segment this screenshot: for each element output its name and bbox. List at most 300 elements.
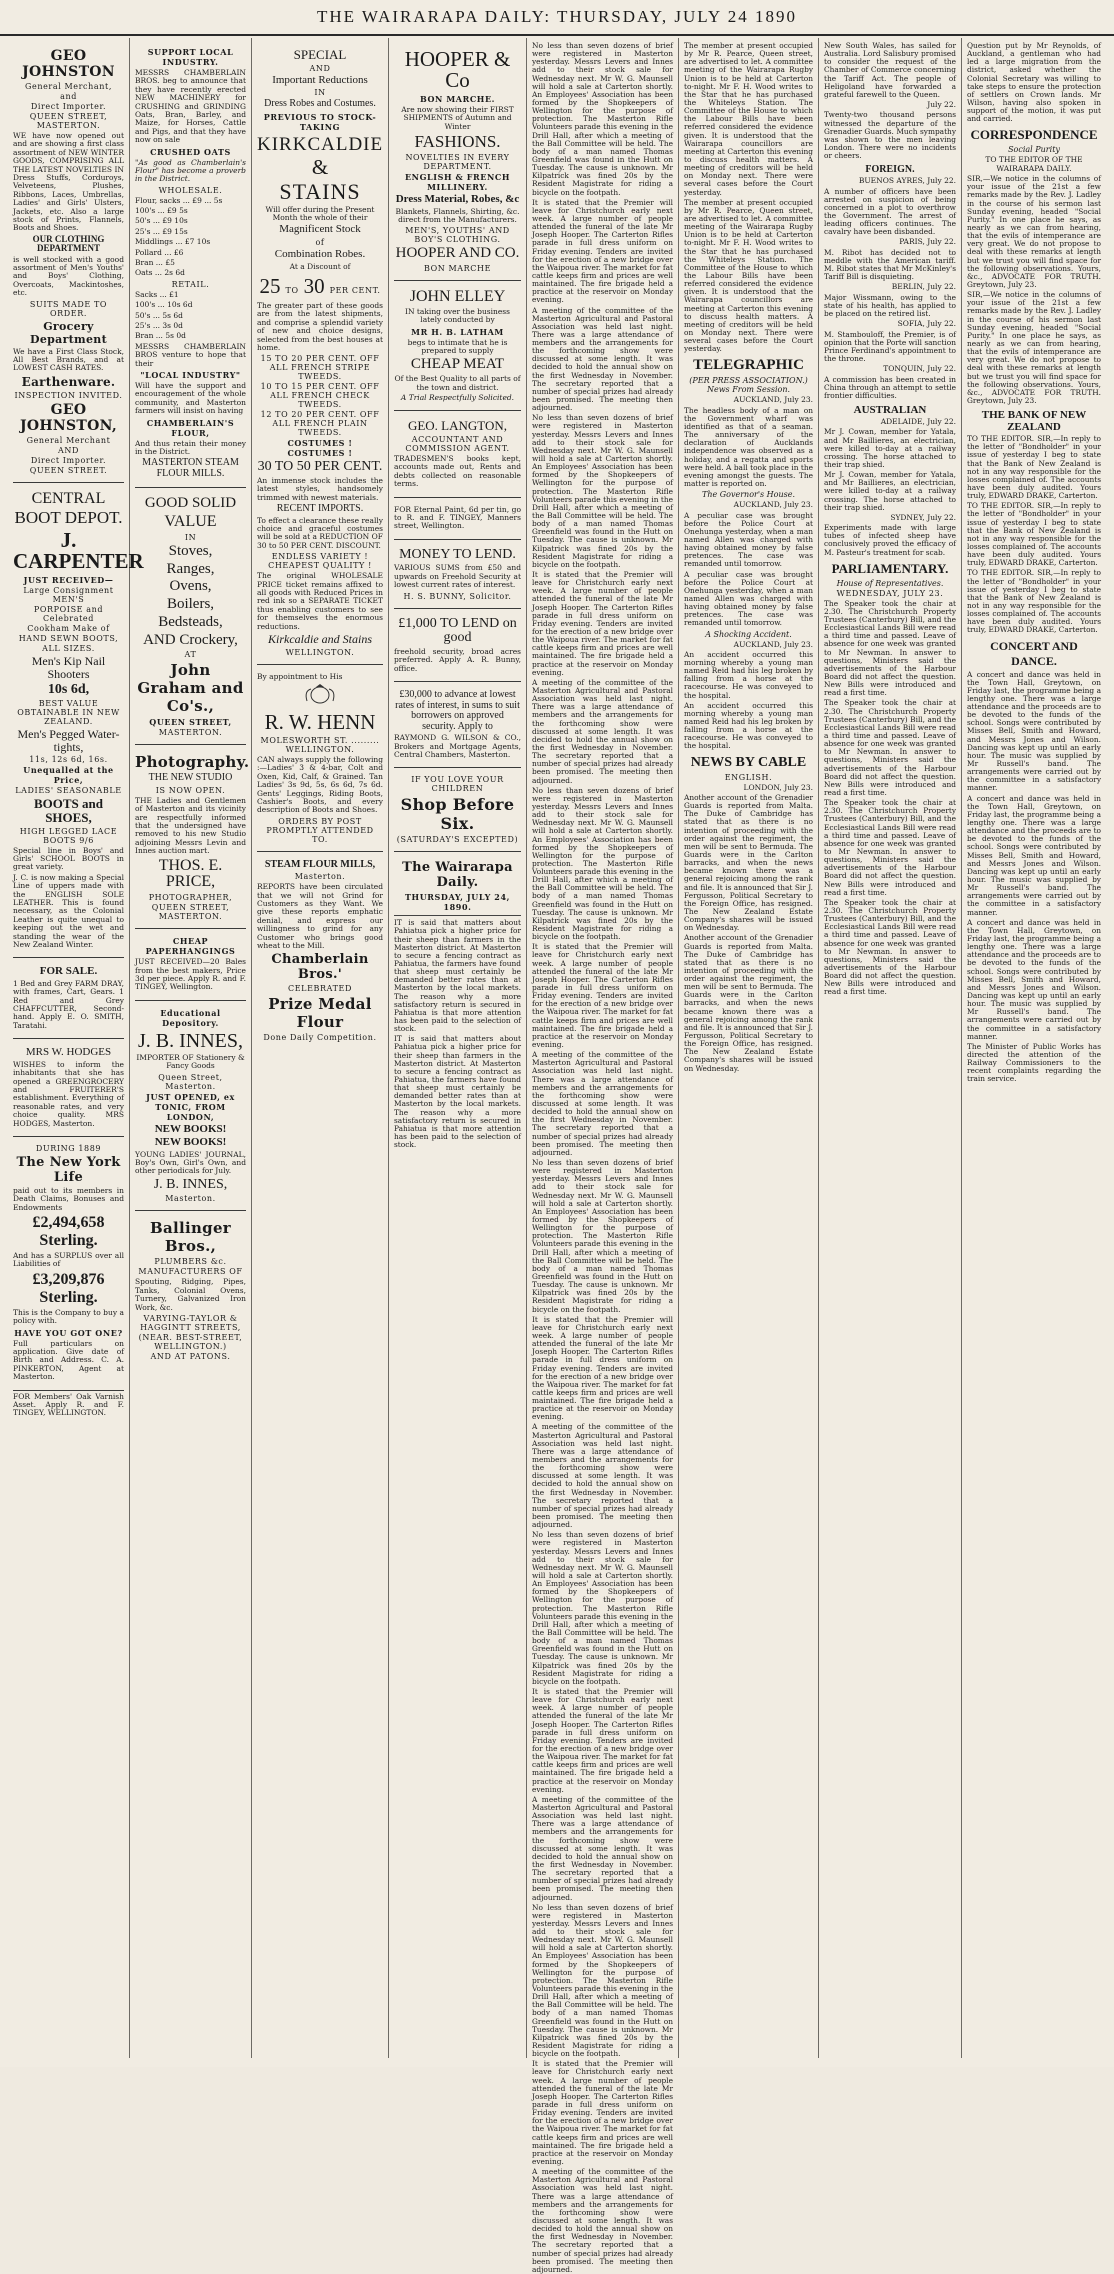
column-5 <box>527 38 679 2274</box>
telegraph-body: The headless body of a man on the Government wharf was identified as that of a seaman. The anniversary of the declaration of Aucklands independence was observed as a holiday, and a regatta and sports were held. A ball took place in the evening amongst the guests. The matter is reported on. <box>684 405 813 488</box>
house-body-repeat3: The Speaker took the chair at 2.30. The Christchurch Property Trustees (Canterbury) Bill, and the Ecclesiastical Lands Bill were read a third time and passed. Leave of absence for one week was granted to Mr Newman. In answer to questions, Ministers said the advertisements of the Harbour Board did not affect the question. New Bills were introduced and read a first time. <box>824 897 956 997</box>
order-note: FOR Members' Oak Varnish Asset. Apply R. and F. TINGEY, WELLINGTON. <box>13 1391 124 1418</box>
paper-date: THURSDAY, JULY 24, 1890. <box>405 892 510 913</box>
latham: MR H. B. LATHAM <box>411 326 504 337</box>
raymond: RAYMOND G. WILSON & CO., Brokers and Mortgage Agents, Central Chambers, Masterton. <box>394 733 521 759</box>
life-and: And has a SURPLUS over all Liabilities of <box>13 1251 124 1269</box>
off1: 15 TO 20 PER CENT. OFF ALL FRENCH STRIPE TWEEDS. <box>260 354 380 382</box>
hooper2: HOOPER AND CO. <box>395 245 520 262</box>
kip-price: 10s 6d, <box>47 681 90 697</box>
column-2 <box>130 38 252 2058</box>
in-word: IN <box>184 532 197 542</box>
pct1: 25 <box>259 273 281 298</box>
pct2: 30 <box>303 273 325 298</box>
offer: Will offer during the Present Month the whole of their <box>265 204 375 223</box>
news-body-3d: A meeting of the committee of the Masterton Agricultural and Pastoral Association was held last night. There was a large attendance of members and the arrangements for the forthcoming show were discussed at some length. It was decided to hold the annual show on the first Wednesday in November. The secretary reported that a number of special prizes had already been promised. The meeting then adjourned. <box>532 1422 673 1530</box>
tingey-notice: FOR Eternal Paint, 6d per tin, go to R. and F. TINGEY, Manners street, Wellington. <box>394 504 521 531</box>
new-books2: NEW BOOKS! <box>154 1136 227 1149</box>
discount: At a Discount of <box>289 261 351 271</box>
flour-item: Flour, sacks ... £9 ... 5s <box>135 195 223 205</box>
children: IF YOU LOVE YOUR CHILDREN <box>411 775 504 794</box>
news-body-2d: It is stated that the Premier will leave for Christchurch early next week. A large number of people attended the funeral of the late Mr Joseph Hooper. The Carterton Rifles parade in full dress uniform on Friday evening. Tenders are invited for the erection of a new bridge over the Waipoua river. The market for fat cattle keeps firm and prices are well maintained. The fire brigade held a practice at the reservoir on Monday evening. <box>532 1314 673 1422</box>
recent-body: To effect a clearance these really choice and graceful costumes will be sold at a REDUCTION OF 30 to 50 PER CENT. DISCOUNT. <box>257 515 383 550</box>
recent: RECENT IMPORTS. <box>276 503 364 515</box>
buenos-dateline: BUENOS AYRES, July 22. <box>858 176 956 186</box>
carpenter-name: J. CARPENTER <box>13 528 144 574</box>
life-amount2: £3,209,876 Sterling. <box>32 1270 105 1306</box>
of-word: of <box>315 238 325 248</box>
johnston2-line1: General Merchant <box>26 435 111 445</box>
ballinger-advert <box>135 1211 246 1368</box>
special-line: Special line in Boys' and Girls' SCHOOL BOOTS in great variety. <box>13 845 124 872</box>
columns <box>8 38 1106 2274</box>
books-body: YOUNG LADIES' JOURNAL, Boy's Own, Girl's Own, and other periodicals for July. <box>135 1149 246 1176</box>
paper-title: The Wairarapa Daily. <box>402 860 513 891</box>
masthead-title: THE WAIRARAPA DAILY: THURSDAY, JULY 24 1890 <box>316 7 798 26</box>
carpenter-note: J. C. is now making a Special Line of uppers made with the ENGLISH SOLE LEATHER. This is found necessary, as the Colonial Leather is quite unequal to keeping out the wet and standing the wear of the New Zealand Winter. <box>13 872 124 949</box>
crockery: AND Crockery, <box>143 631 238 648</box>
cable-heading: NEWS BY CABLE <box>690 754 807 770</box>
clothing-heading: OUR CLOTHING DEPARTMENT <box>32 233 105 254</box>
ladies-seasonable: LADIES' SEASONABLE <box>15 786 122 796</box>
lend-body: freehold security, broad acres preferred. Apply A. R. Bunny, office. <box>394 646 521 673</box>
flour-item: Pollard ... £6 <box>135 247 184 257</box>
plumbers: PLUMBERS &c. <box>154 1257 227 1267</box>
suits-note: SUITS MADE TO ORDER. <box>29 299 108 318</box>
earthenware-heading: Earthenware. <box>21 374 116 389</box>
royal-arms-icon <box>300 683 340 705</box>
paris-dateline: PARIS, July 22. <box>899 237 956 247</box>
johnston2-line2: AND <box>58 445 79 455</box>
letter-body-repeat: SIR,—We notice in the columns of your issue of the 21st a few remarks made by the Rev. J. Ladley in the course of his sermon last Sunday evening, headed "Social Purity." In one place he says, as nearly as we can from hearing, that the evils of intemperance are very great. We do not propose to deal with these remarks at length but we trust you will find space for the following observations. Yours, &c., ADVOCATE FOR TRUTH. Greytown, July 23. <box>967 290 1101 405</box>
sofia-dateline: SOFIA, July 22. <box>897 319 956 329</box>
news-body-3e: A meeting of the committee of the Masterton Agricultural and Pastoral Association was held last night. There was a large attendance of members and the arrangements for the forthcoming show were discussed at some length. It was decided to hold the annual show on the first Wednesday in November. The secretary reported that a number of special prizes had already been promised. The meeting then adjourned. <box>532 1794 673 1902</box>
hooper-name: HOOPER & Co <box>404 47 511 92</box>
inspection-note: INSPECTION INVITED. <box>14 390 123 400</box>
langton-sub: ACCOUNTANT AND COMMISSION AGENT. <box>405 435 510 454</box>
auckland2-dateline: AUCKLAND, July 23. <box>733 500 813 510</box>
large-consign: Large Consignment MEN'S <box>23 586 114 605</box>
central-heading: CENTRAL <box>31 489 106 507</box>
hooper-advert <box>394 40 521 281</box>
berlin-body: Major Wissmann, owing to the state of his health, has applied to be placed on the retired list. <box>824 292 956 319</box>
at-word: AT <box>184 650 197 660</box>
kirkcaldie: KIRKCALDIE <box>257 133 384 155</box>
steam-mills: STEAM FLOUR MILLS, <box>264 858 376 870</box>
saturday: (SATURDAY'S EXCEPTED) <box>396 835 519 845</box>
boots-shoes: BOOTS and SHOES, <box>33 796 103 826</box>
trial: A Trial Respectfully Solicited. <box>400 392 515 402</box>
special: SPECIAL <box>293 47 347 62</box>
price-name: THOS. E. PRICE, <box>158 856 223 891</box>
combination: Combination Robes. <box>274 248 366 261</box>
adelaide-body: Mr J. Cowan, member for Yatala, and Mr Baillieres, an electrician, were killed to-day at a railway crossing. The horse attached to their trap shied. <box>824 427 956 469</box>
july22-dateline: July 22. <box>927 99 956 109</box>
news-body: Question put by Mr Reynolds, of Auckland, a gentleman who had led a large migration from the district, asked whether the Colonial Secretary was willing to take steps to ensure the protection of settlers on Crown lands. Mr Wilson, having also spoken in support of the motion, it was put and carried. <box>967 41 1101 124</box>
bank-body-repeat2: TO THE EDITOR. SIR,—In reply to the letter of "Bondholder" in your issue of yesterday I beg to state that the Bank of New Zealand is not in any way responsible for the losses complained of. The accounts have been duly audited. Yours truly, EDWARD DRAKE, Carterton. <box>967 568 1101 635</box>
life-year: DURING 1889 <box>35 1143 102 1153</box>
australian-heading: AUSTRALIAN <box>853 403 927 416</box>
paper-body: JUST RECEIVED—20 Bales from the best makers, Price 3d per piece. Apply R. and F. TINGEY, Wellington. <box>135 957 246 992</box>
mills-body: REPORTS have been circulated that we will not Grind for Customers as they Want. We give these reports emphatic denial, and express our willingness to grind for any Customer who brings good wheat to the Mill. <box>257 882 383 950</box>
boot-depot-heading: BOOT DEPOT. <box>14 508 123 528</box>
governor-body: A peculiar case was brought before the Police Court at Onehunga yesterday, when a man named Allen was charged with having obtained money by false pretences. The case was remanded until tomorrow. <box>684 510 813 569</box>
children-advert <box>394 768 521 852</box>
henn-body: CAN always supply the following :—Ladies' 3 & 4-bar, Colt and Oxen, Kid, Calf, & Grained. Tan Ladies' 3s 9d, 5s, 6s 6d, 7s 6d. Gents' Leggings, Riding Boots, Cashier's Boots, and every description of Boots and Shoes. <box>257 754 383 815</box>
concert-body-repeat2: A concert and dance was held in the Town Hall, Greytown, on Friday last, the programme being a lengthy one. There was a large attendance and the proceeds are to be devoted to the funds of the school. Songs were contributed by Misses Bell, Smith and Howard, and Messrs Jones and Wilson. Dancing was kept up until an early hour. The music was supplied by Mr Russell's band. The arrangements were carried out by the committee in a satisfactory manner. <box>967 917 1101 1041</box>
news-body-1f: No less than seven dozens of brief were registered in Masterton yesterday. Messrs Levers and Innes add to their stock sale for Wednesday next. Mr W. G. Maunsell will hold a sale at Carterton shortly. An Employees' Association has been formed by the Shopkeepers of Wellington for the purpose of protection. The Masterton Rifle Volunteers parade this evening in the Drill Hall, after which a meeting of the Ball Committee will be held. The body of a man named Thomas Greenfield was found in the Hutt on Tuesday. The cause is unknown. Mr Kilpatrick was fined 20s by the Resident Magistrate for riding a bicycle on the footpath. <box>532 1902 673 2059</box>
auckland3-dateline: AUCKLAND, July 23. <box>733 639 813 649</box>
house-body-repeat2: The Speaker took the chair at 2.30. The Christchurch Property Trustees (Canterbury) Bill, and the Ecclesiastical Lands Bill were read a third time and passed. Leave of absence for one week was granted to Mr Newman. In answer to questions, Ministers said the advertisements of the Harbour Board did not affect the question. New Bills were introduced and read a first time. <box>824 798 956 897</box>
for-sale-heading: FOR SALE. <box>39 965 98 978</box>
near: (NEAR. BEST-STREET, WELLINGTON.) <box>138 1333 243 1352</box>
high-legged: HIGH LEGGED LACE BOOTS 9/6 <box>19 826 118 845</box>
retail-item: 100's ... 10s 6d <box>135 300 193 310</box>
news-body2: Twenty-two thousand persons witnessed the departure of the Grenadier Guards. Much sympathy was shown to the men leaving London. There were no incidents or cheers. <box>824 110 956 161</box>
hodges-advert <box>13 1039 124 1137</box>
value: VALUE <box>164 513 217 531</box>
dress-robes: Dress Robes and Costumes. <box>264 98 376 110</box>
immense: An immense stock includes the latest styles, handsomely trimmed with newest materials. <box>257 475 383 502</box>
elley-advert <box>394 281 521 411</box>
celebrated: CELEBRATED <box>288 984 352 994</box>
wholesale-note: The original WHOLESALE PRICE ticket remains affixed to all goods with Reduced Prices in red ink so a SEPARATE TICKET thus enabling customers to see for themselves the enormous reductions. <box>257 571 383 631</box>
johnston2-name: GEO JOHNSTON, <box>19 401 118 434</box>
johnston-body: WE have now opened out and are showing a first class assortment of NEW WINTER GOODS, COMPRISING ALL THE LATEST NOVELTIES IN Dress Stuffs, Corduroys, Velveteens, Plushes, Ribbons, Laces, Umbrellas, Ladies' and Girls' Ulsters, Jackets, etc. Also a large stock of Prints, Flannels, Boots and Shoes. <box>13 131 124 233</box>
to-editor: TO THE EDITOR OF THE WAIRARAPA DAILY. <box>985 155 1083 173</box>
endless: ENDLESS VARIETY ! CHEAPEST QUALITY ! <box>268 552 372 571</box>
chamberlain-flour: CHAMBERLAIN'S FLOUR, <box>146 417 235 438</box>
johnston-name: GEO JOHNSTON <box>22 48 115 80</box>
news-body: The member at present occupied by Mr R. Pearce, Queen street, are advertised to let. A committee meeting of the Wairarapa Rugby Union is to be held at Carterton to-night. Mr F. H. Wood writes to the Star that he has purchased the Whiteleys Station. The Committee of the House to which the Labour Bills have been referred considered the evidence given. It is understood that the Wairarapa councillors are meeting at Carterton this evening to discuss health matters. A meeting of creditors will be held on Monday next. There were several cases before the Court yesterday. <box>684 41 813 197</box>
wholesale-heading: WHOLESALE. <box>158 185 223 195</box>
greater: The greater part of these goods are from the latest shipments, and comprise a splendid variety of new and choice designs, selected from the best houses at home. <box>257 300 383 352</box>
lend30000-advert <box>394 682 521 768</box>
kip-boots: Men's Kip Nail Shooters <box>31 654 106 681</box>
fashions: FASHIONS. <box>414 132 501 152</box>
graham-advert <box>135 488 246 745</box>
mens-clothing: MEN'S, YOUTHS' AND BOY'S CLOTHING. <box>405 226 510 245</box>
price-address: QUEEN STREET, MASTERTON. <box>151 903 230 922</box>
tingey-advert <box>394 498 521 540</box>
bon2: BON MARCHE <box>423 264 492 274</box>
telegraphic-heading: TELEGRAPHIC <box>693 357 804 374</box>
manufacturers: MANUFACTURERS OF <box>138 1267 243 1277</box>
bunny: H. S. BUNNY, Solicitor. <box>403 591 512 601</box>
social-purity: Social Purity <box>1008 145 1060 155</box>
bank-body-repeat: TO THE EDITOR. SIR,—In reply to the letter of "Bondholder" in your issue of yesterday I beg to state that the Bank of New Zealand is not in any way responsible for the losses complained of. The accounts have been duly audited. Yours truly, EDWARD DRAKE, Carterton. <box>967 501 1101 568</box>
innes2-address: Masterton. <box>165 1194 216 1204</box>
letter-body: SIR,—We notice in the columns of your issue of the 21st a few remarks made by the Rev. J. Ladley in the course of his sermon last Sunday evening, headed "Social Purity." In one place he says, as nearly as we can from hearing, that the evils of intemperance are very great. We do not propose to deal with these remarks at length but we trust you will find space for the following observations. Yours, &c., ADVOCATE FOR TRUTH. Greytown, July 23. <box>967 174 1101 290</box>
ovens: Ovens, <box>169 578 212 595</box>
best-value: BEST VALUE OBTAINABLE IN NEW ZEALAND. <box>17 699 120 727</box>
dress-materials: Dress Material, Robes, &c <box>395 193 520 206</box>
new-books: NEW BOOKS! <box>154 1122 227 1135</box>
appointment: By appointment to His <box>257 671 343 681</box>
support-heading: SUPPORT LOCAL INDUSTRY. <box>147 47 234 67</box>
local-industry: "LOCAL INDUSTRY" <box>140 369 241 380</box>
johnston-advert <box>13 40 124 483</box>
elley-name: JOHN ELLEY <box>409 288 506 306</box>
english-heading: ENGLISH. <box>724 772 773 782</box>
langton-advert <box>394 411 521 497</box>
retail-item: 50's ... 5s 6d <box>135 310 183 320</box>
cable-body: Another account of the Grenadier Guards is reported from Malta. The Duke of Cambridge has stated that as there is no intention of proceeding with the order against the regiment, the men will be sent to Bermuda. The Guards were in the Carlton barracks, and when the news became known there was a general rejoicing among the rank and file. It is announced that Sir J. Fergusson, Political Secretary to the Foreign Office, has resigned. The New Zealand Estate Company's shares will be issued on Wednesday. <box>684 792 813 933</box>
flour-item: Bran ... £5 <box>135 258 175 268</box>
bank-body: TO THE EDITOR. SIR,—In reply to the letter of "Bondholder" in your issue of yesterday I beg to state that the Bank of New Zealand is not in any way responsible for the losses complained of. The accounts have been duly audited. Yours truly, EDWARD DRAKE, Carterton. <box>967 434 1101 501</box>
hodges-heading: MRS W. HODGES <box>25 1046 112 1059</box>
johnston-line2: and <box>60 92 77 101</box>
patons: AND AT PATONS. <box>150 1352 231 1362</box>
money-body: VARIOUS SUMS from £50 and upwards on Freehold Security at lowest current rates of interest. <box>394 563 521 590</box>
pegged-boots: Men's Pegged Water-tights, <box>17 727 120 754</box>
editorial-repeat: IT is said that matters about Pahiatua pick a higher price for their sheep than farmers in the Masterton district. At Masterton to secure a fencing contract as Pahiatua, the farmers have found that sheep must certainly be demanded better rates than at Masterton by the local markets. The reason why a more satisfactory return is secured in Pahiatua is that more attention has been paid to the selection of stock. <box>394 1034 521 1150</box>
innes-advert <box>135 1001 246 1212</box>
kirk-signature: Kirkcaldie and Stains <box>268 631 372 646</box>
news-body-3c: A meeting of the committee of the Masterton Agricultural and Pastoral Association was held last night. There was a large attendance of members and the arrangements for the forthcoming show were discussed at some length. It was decided to hold the annual show on the first Wednesday in November. The secretary reported that a number of special prizes had already been promised. The meeting then adjourned. <box>532 1050 673 1157</box>
news-body-1: No less than seven dozens of brief were registered in Masterton yesterday. Messrs Levers and Innes add to their stock sale for Wednesday next. Mr W. G. Maunsell will hold a sale at Carterton shortly. An Employees' Association has been formed by the Shopkeepers of Wellington for the purpose of protection. The Masterton Rifle Volunteers parade this evening in the Drill Hall, after which a meeting of the Ball Committee will be held. The body of a man named Thomas Greenfield was found in the Hutt on Tuesday. The cause is unknown. Mr Kilpatrick was fined 20s by the Resident Magistrate for riding a bicycle on the footpath. <box>532 41 673 197</box>
local-body: Will have the support and encouragement of the whole community, and Masterton farmers will insist on having <box>135 380 246 416</box>
concert-heading: CONCERT AND DANCE. <box>990 638 1078 668</box>
news-body-1c: No less than seven dozens of brief were registered in Masterton yesterday. Messrs Levers and Innes add to their stock sale for Wednesday next. Mr W. G. Maunsell will hold a sale at Carterton shortly. An Employees' Association has been formed by the Shopkeepers of Wellington for the purpose of protection. The Masterton Rifle Volunteers parade this evening in the Drill Hall, after which a meeting of the Ball Committee will be held. The body of a man named Thomas Greenfield was found in the Hutt on Tuesday. The cause is unknown. Mr Kilpatrick was fined 20s by the Resident Magistrate for riding a bicycle on the footpath. <box>532 785 673 942</box>
money-heading: MONEY TO LEND. <box>399 546 516 562</box>
news-body-1b: No less than seven dozens of brief were registered in Masterton yesterday. Messrs Levers and Innes add to their stock sale for Wednesday next. Mr W. G. Maunsell will hold a sale at Carterton shortly. An Employees' Association has been formed by the Shopkeepers of Wellington for the purpose of protection. The Masterton Rifle Volunteers parade this evening in the Drill Hall, after which a meeting of the Ball Committee will be held. The body of a man named Thomas Greenfield was found in the Hutt on Tuesday. The cause is unknown. Mr Kilpatrick was fined 20s by the Resident Magistrate for riding a bicycle on the footpath. <box>532 413 673 569</box>
johnston2-line3: Direct Importer. <box>30 455 107 465</box>
millinery: ENGLISH & FRENCH MILLINERY. <box>404 172 510 193</box>
news-body-2e: It is stated that the Premier will leave for Christchurch early next week. A large number of people attended the funeral of the late Mr Joseph Hooper. The Carterton Rifles parade in full dress uniform on Friday evening. Tenders are invited for the erection of a new bridge over the Waipoua river. The market for fat cattle keeps firm and prices are well maintained. The fire brigade held a practice at the reservoir on Monday evening. <box>532 1686 673 1794</box>
edu-heading: Educational Depository. <box>160 1007 221 1028</box>
off2: 10 TO 15 PER CENT. OFF ALL FRENCH CHECK TWEEDS. <box>260 382 380 410</box>
mills-town: Masterton. <box>294 872 346 882</box>
masterton-steam: MASTERTON STEAM FLOUR MILLS. <box>142 457 239 479</box>
new-studio: THE NEW STUDIO <box>148 772 233 784</box>
house-heading: House of Representatives. <box>836 578 944 588</box>
berlin-dateline: BERLIN, July 22. <box>891 282 956 292</box>
pct-to: TO <box>285 285 299 295</box>
lend-1000: £1,000 TO LEND on good <box>398 615 517 646</box>
graham-name: John Graham and Co's., <box>137 661 244 716</box>
ranges: Ranges, <box>166 560 215 577</box>
dance-end: The Minister of Public Works has directed the attention of the Railway Commissioners to the recent complaints regarding the train service. <box>967 1041 1101 1084</box>
henn-advert <box>257 665 383 852</box>
elley-body: IN taking over the business lately conducted by <box>404 306 511 325</box>
are-showing: Are now showing their FIRST SHIPMENTS of Autumn and Winter <box>401 105 514 131</box>
governor-heading: The Governor's House. <box>701 490 796 500</box>
news-body-2c: It is stated that the Premier will leave for Christchurch early next week. A large number of people attended the funeral of the late Mr Joseph Hooper. The Carterton Rifles parade in full dress uniform on Friday evening. Tenders are invited for the erection of a new bridge over the Waipoua river. The market for fat cattle keeps firm and prices are well maintained. The fire brigade held a practice at the reservoir on Monday evening. <box>532 942 673 1050</box>
important: Important Reductions <box>272 73 368 86</box>
lend-30000: £30,000 to advance at lowest rates of interest, in sums to suit borrowers on approved security. Apply to <box>395 689 520 732</box>
retail-heading: RETAIL. <box>171 279 210 289</box>
wednesday-dateline: WEDNESDAY, JULY 23. <box>836 588 944 598</box>
studio-body: THE Ladies and Gentlemen of Masterton and its vicinity are respectfully informed that the undersigned have removed to his new Studio adjoining Messrs Levin and Innes auction mart. <box>135 795 246 856</box>
discount-figures <box>257 273 383 300</box>
paper-header <box>394 852 521 1157</box>
crushed-oats: CRUSHED OATS <box>150 146 231 157</box>
grocery-body: We have a First Class Stock, All Best Brands, and at LOWEST CASH RATES. <box>13 346 124 373</box>
hodges-body: WISHES to inform the inhabitants that she has opened a GREENGROCERY and FRUITERER'S establishment. Everything of reasonable rates, and very choice quality. MRS HODGES, Masterton. <box>13 1059 124 1128</box>
paris-body: M. Ribot has decided not to meddle with the American tariff. M. Ribot states that Mr McKinley's Tariff Bill is disquieting. <box>824 247 956 282</box>
henn-name: R. W. HENN <box>264 709 376 734</box>
money-advert <box>394 540 521 609</box>
just-opened: JUST OPENED, ex TONIC, FROM LONDON, <box>146 1091 235 1122</box>
paperhangings-advert <box>135 929 246 1001</box>
celebrated-name: Chamberlain Bros.' <box>271 952 369 983</box>
flour-item: Oats ... 2s 6d <box>135 268 185 278</box>
news-from-session: News From Session. <box>706 385 791 395</box>
foreign-heading: FOREIGN. <box>865 164 915 176</box>
retail-item: 25's ... 3s 0d <box>135 320 183 330</box>
news-body-2f: It is stated that the Premier will leave for Christchurch early next week. A large number of people attended the funeral of the late Mr Joseph Hooper. The Carterton Rifles parade in full dress uniform on Friday evening. Tenders are invited for the erection of a new bridge over the Waipoua river. The market for fat cattle keeps firm and prices are well maintained. The fire brigade held a practice at the reservoir on Monday evening. <box>532 2059 673 2166</box>
porpoise: PORPOISE and Celebrated <box>33 605 104 624</box>
tonquin-body: A commission has been created in China through an attempt to settle frontier difficulties. <box>824 374 956 400</box>
prize-flour: Prize Medal Flour <box>268 995 372 1032</box>
chamberlain-quote: "As good as Chamberlain's Flour" has become a proverb in the District. <box>135 157 246 184</box>
all-sizes: ALL SIZES. <box>42 644 95 654</box>
stoves: Stoves, <box>168 542 213 559</box>
news-body-1e: No less than seven dozens of brief were registered in Masterton yesterday. Messrs Levers and Innes add to their stock sale for Wednesday next. Mr W. G. Maunsell will hold a sale at Carterton shortly. An Employees' Association has been formed by the Shopkeepers of Wellington for the purpose of protection. The Masterton Rifle Volunteers parade this evening in the Drill Hall, after which a meeting of the Ball Committee will be held. The body of a man named Thomas Greenfield was found in the Hutt on Tuesday. The cause is unknown. Mr Kilpatrick was fined 20s by the Resident Magistrate for riding a bicycle on the footpath. <box>532 1530 673 1686</box>
unequalled: Unequalled at the Price, <box>23 765 114 786</box>
column-4 <box>389 38 527 2058</box>
bon-marche: BON MARCHE. <box>419 94 496 104</box>
sydney-dateline: SYDNEY, July 22. <box>890 512 956 522</box>
in-word: IN <box>314 88 326 98</box>
news-body-1d: No less than seven dozens of brief were registered in Masterton yesterday. Messrs Levers and Innes add to their stock sale for Wednesday next. Mr W. G. Maunsell will hold a sale at Carterton shortly. An Employees' Association has been formed by the Shopkeepers of Wellington for the purpose of protection. The Masterton Rifle Volunteers parade this evening in the Drill Hall, after which a meeting of the Ball Committee will be held. The body of a man named Thomas Greenfield was found in the Hutt on Tuesday. The cause is unknown. Mr Kilpatrick was fined 20s by the Resident Magistrate for riding a bicycle on the footpath. <box>532 1157 673 1314</box>
sydney-body: Experiments made with large tubes of infected sheep have conclusively proved the efficacy of M. Pasteur's treatment for scab. <box>824 523 956 557</box>
life-question: HAVE YOU GOT ONE? <box>14 1327 123 1338</box>
cheap-meat: CHEAP MEAT <box>410 356 505 373</box>
for-sale-advert <box>13 958 124 1039</box>
flour-item: 100's ... £9 5s <box>135 206 188 216</box>
cookham: Cookham Make of <box>27 624 110 634</box>
grocery-heading: Grocery Department <box>30 319 107 346</box>
editorial: IT is said that matters about Pahiatua pick a higher price for their sheep than farmers in the Masterton district. At Masterton to secure a fencing contract as Pahiatua, the farmers have found that sheep must certainly be demanded better rates than at Masterton by the local markets. The reason why a more satisfactory return is secured in Pahiatua is that more attention has been paid to the selection of stock. <box>394 918 521 1034</box>
concert-body: A concert and dance was held in the Town Hall, Greytown, on Friday last, the programme being a lengthy one. There was a large attendance and the proceeds are to be devoted to the funds of the school. Songs were contributed by Misses Bell, Smith and Howard, and Messrs Jones and Wilson. Dancing was kept up until an early hour. The music was supplied by Mr Russell's band. The arrangements were carried out by the committee in a satisfactory manner. <box>967 669 1101 793</box>
johnston-line3: Direct Importer. <box>30 102 107 111</box>
news-body: New South Wales, has sailed for Australia. Lord Salisbury promised to consider the request of the Chamber of Commerce concerning the Tariff Act. The people of Heligoland have forwarded a grateful farewell to the Queen. <box>824 41 956 99</box>
paper-heading: CHEAP PAPERHANGINGS <box>145 936 236 957</box>
langton-name: GEO. LANGTON, <box>407 418 508 434</box>
column-6 <box>679 38 819 2058</box>
meat-body: Of the Best Quality to all parts of the town and district. <box>394 374 521 392</box>
auckland-dateline: AUCKLAND, July 23. <box>733 395 813 405</box>
column-8 <box>962 38 1106 2058</box>
ballinger-name: Ballinger Bros., <box>149 1219 232 1256</box>
chamberlain-flour2: And thus retain their money in the District. <box>135 438 246 456</box>
column-1 <box>8 38 144 2058</box>
retail-item: Bran ... 5s 0d <box>135 331 186 341</box>
bedsteads: Bedsteads, <box>158 613 223 630</box>
cable-body-repeat: Another account of the Grenadier Guards is reported from Malta. The Duke of Cambridge has stated that as there is no intention of proceeding with the order against the regiment, the men will be sent to Bermuda. The Guards were in the Carlton barracks, and when the news became known there was a general rejoicing among the rank and file. It is announced that Sir J. Fergusson, Political Secretary to the Foreign Office, has resigned. The New Zealand Estate Company's shares will be issued on Wednesday. <box>684 933 813 1073</box>
lend-advert <box>394 609 521 683</box>
adelaide-body-repeat: Mr J. Cowan, member for Yatala, and Mr Baillieres, an electrician, were killed to-day at a railway crossing. The horse attached to their trap shied. <box>824 470 956 512</box>
and-word: AND <box>309 63 331 73</box>
news-body-3b: A meeting of the committee of the Masterton Agricultural and Pastoral Association was held last night. There was a large attendance of members and the arrangements for the forthcoming show were discussed at some length. It was decided to hold the annual show on the first Wednesday in November. The secretary reported that a number of special prizes had already been promised. The meeting then adjourned. <box>532 677 673 785</box>
steam-mills-advert <box>257 852 383 1050</box>
life-amount1: £2,494,658 Sterling. <box>32 1214 105 1250</box>
for-sale-body: 1 Bed and Grey FARM DRAY, with frames, Cart, Gears. 1 Red and Grey CHAFFCUTTER, Second-hand. Apply E. O. SMITH, Taratahi. <box>13 978 124 1030</box>
wellington: WELLINGTON. <box>285 647 355 657</box>
flour-item: Middlings ... £7 10s <box>135 237 211 247</box>
stains: STAINS <box>279 178 361 204</box>
pegged-price: 11s, 12s 6d, 16s. <box>29 755 108 765</box>
parliamentary-heading: PARLIAMENTARY. <box>831 560 949 576</box>
governor-body-repeat: A peculiar case was brought before the Police Court at Onehunga yesterday, when a man named Allen was charged with having obtained money by false pretences. The case was remanded until tomorrow. <box>684 569 813 628</box>
column-7 <box>819 38 962 2058</box>
life-agent: Full particulars on application. Give date of Birth and Address. C. A. PINKERTON, Agent at Masterton. <box>13 1338 124 1382</box>
orders: ORDERS BY POST PROMPTLY ATTENDED TO. <box>266 816 374 844</box>
per-cent: PER CENT. <box>329 285 381 295</box>
tonquin-dateline: TONQUIN, July 22. <box>883 364 956 374</box>
hand-sewn: HAND SEWN BOOTS, <box>18 634 119 644</box>
flour-item: 50's ... £9 10s <box>135 216 188 226</box>
life-note: This is the Company to buy a policy with. <box>13 1307 124 1326</box>
carpenter-advert <box>13 483 144 959</box>
thirty: 30 TO 50 PER CENT. <box>257 459 383 475</box>
chamberlain-advert <box>135 40 246 488</box>
queen-street: QUEEN STREET, <box>149 717 232 728</box>
photography-heading: Photography. <box>135 753 250 772</box>
clothing-body: is well stocked with a good assortment of Men's Youths' and Boys' Clothing, Overcoats, Mackintoshes, etc. <box>13 254 124 298</box>
innes-sub: IMPORTER OF Stationery & Fancy Goods <box>136 1052 245 1071</box>
langton-body: TRADESMEN'S books kept, accounts made out, Rents and debts collected on reasonable terms. <box>394 454 521 489</box>
kirkcaldie-advert <box>257 40 383 665</box>
adelaide-dateline: ADELAIDE, July 22. <box>880 416 956 426</box>
innes-address: Queen Street, Masterton. <box>158 1072 223 1091</box>
innes-name: J. B. INNES, <box>137 1029 243 1052</box>
graham-masterton: MASTERTON. <box>158 728 223 738</box>
shocking-body: An accident occurred this morning whereby a young man named Reid had his leg broken by falling from a horse at the racecourse. He was conveyed to the hospital. <box>684 649 813 700</box>
daily-competition: Done Daily Competition. <box>263 1033 377 1043</box>
masthead <box>0 0 1114 36</box>
shocking-heading: A Shocking Accident. <box>705 629 792 639</box>
chamberlain-body: MESSRS CHAMBERLAIN BROS. beg to announce that they have recently erected NEW MACHINERY for CRUSHING and GRINDING Oats, Bran, Barley, and Maize, for Horses, Cattle and Pigs, and that they have now on sale <box>135 68 246 145</box>
varying: VARYING-TAYLOR & HAGGINTT STREETS, <box>140 1314 241 1333</box>
innes2-name: J. B. INNES, <box>153 1176 228 1192</box>
studio-advert <box>135 745 250 929</box>
henn-address: MOLESWORTH ST. ......... WELLINGTON. <box>260 735 380 754</box>
life-advert <box>13 1137 124 1391</box>
good-solid: GOOD SOLID <box>144 495 237 512</box>
concert-body-repeat: A concert and dance was held in the Town Hall, Greytown, on Friday last, the programme being a lengthy one. There was a large attendance and the proceeds are to be devoted to the funds of the school. Songs were contributed by Misses Bell, Smith and Howard, and Messrs Jones and Wilson. Dancing was kept up until an early hour. The music was supplied by Mr Russell's band. The arrangements were carried out by the committee in a satisfactory manner. <box>967 793 1101 917</box>
magnificent: Magnificent Stock <box>279 223 361 236</box>
house-body: The Speaker took the chair at 2.30. The Christchurch Property Trustees (Canterbury) Bill, and the Ecclesiastical Lands Bill were read a third time and passed. Leave of absence for one week was granted to Mr Newman. In answer to questions, Ministers said the advertisements of the Harbour Board did not affect the question. New Bills were introduced and read a first time. <box>824 598 956 698</box>
shocking-body-repeat: An accident occurred this morning whereby a young man named Reid had his leg broken by falling from a horse at the racecourse. He was conveyed to the hospital. <box>684 700 813 751</box>
press-association: (PER PRESS ASSOCIATION.) <box>689 376 808 386</box>
ampersand: & <box>311 154 329 179</box>
life-paid: paid out to its members in Death Claims, Bonuses and Endowments <box>13 1185 124 1212</box>
life-heading: The New York Life <box>16 1154 121 1185</box>
news-body-repeat: The member at present occupied by Mr R. Pearce, Queen street, are advertised to let. A committee meeting of the Wairarapa Rugby Union is to be held at Carterton to-night. Mr F. H. Wood writes to the Star that he has purchased the Whiteleys Station. The Committee of the House to which the Labour Bills have been referred considered the evidence given. It is understood that the Wairarapa councillors are meeting at Carterton this evening to discuss health matters. A meeting of creditors will be held on Monday next. There were several cases before the Court yesterday. <box>684 197 813 354</box>
off3: 12 TO 20 PER CENT. OFF ALL FRENCH PLAIN TWEEDS. <box>260 410 380 438</box>
just-received: JUST RECEIVED— <box>23 575 114 586</box>
shop-before-six: Shop Before Six. <box>400 795 515 834</box>
bank-heading: THE BANK OF NEW ZEALAND <box>981 409 1087 434</box>
novelties: NOVELTIES IN EVERY DEPARTMENT. <box>405 153 510 172</box>
photographer: PHOTOGRAPHER, <box>148 893 233 903</box>
london-dateline: LONDON, July 23. <box>743 782 813 792</box>
flour-item: 25's ... £9 15s <box>135 226 188 236</box>
is-open: IS NOW OPEN. <box>155 785 226 795</box>
news-body-2: It is stated that the Premier will leave for Christchurch early next week. A large number of people attended the funeral of the late Mr Joseph Hooper. The Carterton Rifles parade in full dress uniform on Friday evening. Tenders are invited for the erection of a new bridge over the Waipoua river. The market for fat cattle keeps firm and prices are well maintained. The fire brigade held a practice at the reservoir on Monday evening. <box>532 197 673 305</box>
house-body-repeat: The Speaker took the chair at 2.30. The Christchurch Property Trustees (Canterbury) Bill, and the Ecclesiastical Lands Bill were read a third time and passed. Leave of absence for one week was granted to Mr Newman. In answer to questions, Ministers said the advertisements of the Harbour Board did not affect the question. New Bills were introduced and read a first time. <box>824 698 956 797</box>
news-body-2b: It is stated that the Premier will leave for Christchurch early next week. A large number of people attended the funeral of the late Mr Joseph Hooper. The Carterton Rifles parade in full dress uniform on Friday evening. Tenders are invited for the erection of a new bridge over the Waipoua river. The market for fat cattle keeps firm and prices are well maintained. The fire brigade held a practice at the reservoir on Monday evening. <box>532 570 673 677</box>
costumes: COSTUMES ! COSTUMES ! <box>287 438 353 459</box>
blankets: Blankets, Flannels, Shirting, &c. direct from the Manufacturers. <box>395 206 520 224</box>
ballinger-body: Spouting, Ridging, Pipes, Tanks, Colonial Ovens, Turnery, Galvanized Iron Work, &c. <box>135 1277 246 1312</box>
correspondence-heading: CORRESPONDENCE <box>970 127 1098 143</box>
boilers: Boilers, <box>166 596 215 613</box>
news-body-3: A meeting of the committee of the Masterton Agricultural and Pastoral Association was held last night. There was a large attendance of members and the arrangements for the forthcoming show were discussed at some length. It was decided to hold the annual show on the first Wednesday in November. The secretary reported that a number of special prizes had already been promised. The meeting then adjourned. <box>532 305 673 413</box>
